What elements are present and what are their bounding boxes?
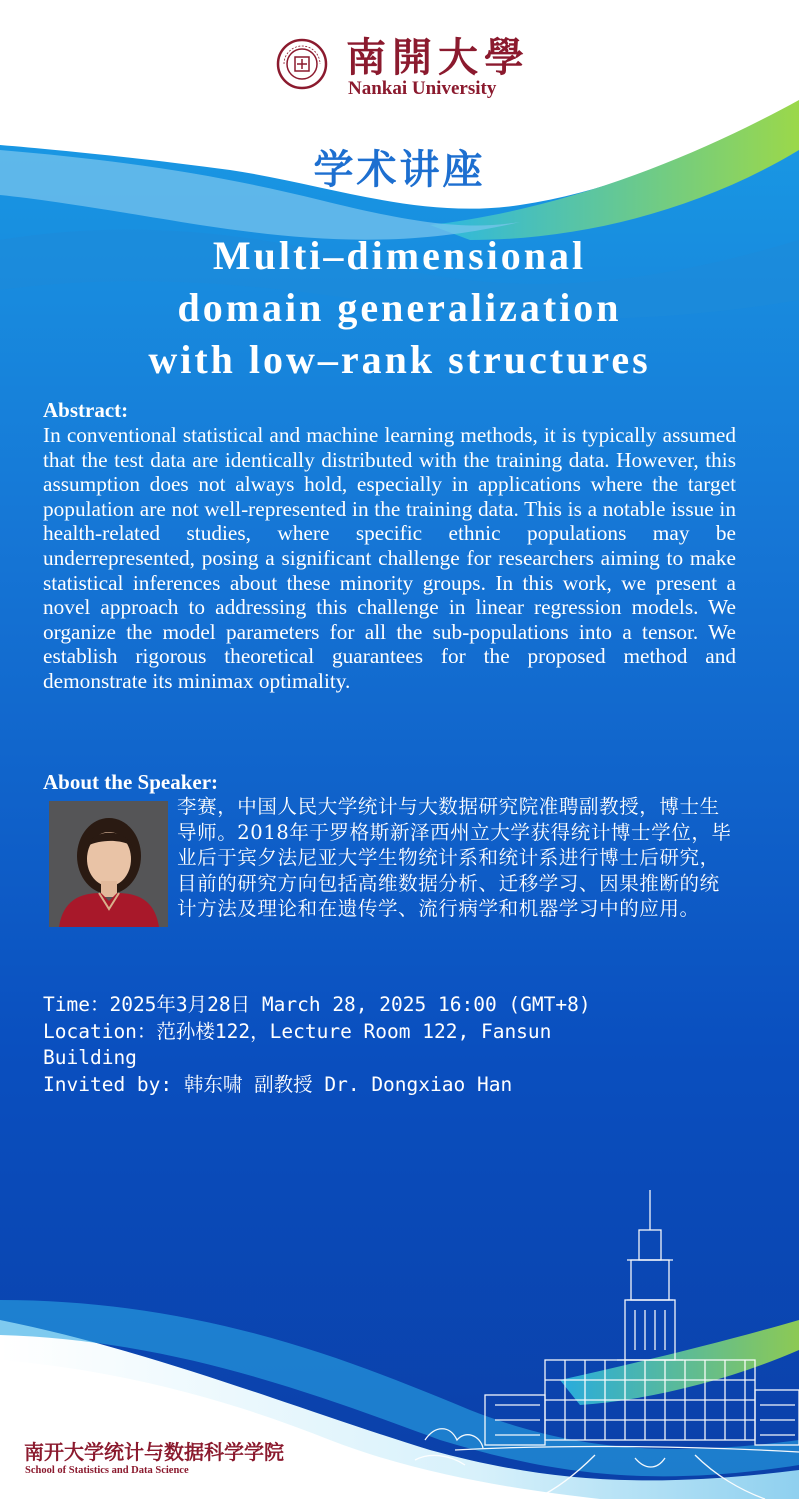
university-seal-icon	[276, 38, 328, 90]
event-location-cont: Building	[43, 1046, 137, 1069]
university-name-en: Nankai University	[348, 78, 497, 99]
event-time: Time：2025年3月28日 March 28, 2025 16:00 (GMT+8)	[43, 993, 591, 1016]
talk-title-line: Multi–dimensional	[212, 233, 587, 278]
event-location: Location：范孙楼122，Lecture Room 122, Fansun	[43, 1019, 552, 1043]
university-logo	[276, 22, 536, 100]
speaker-heading: About the Speaker:	[43, 770, 219, 794]
school-name-cn: 南开大学统计与数据科学学院	[24, 1440, 284, 1464]
school-name-en: School of Statistics and Data Science	[25, 1465, 189, 1476]
event-details	[43, 992, 743, 1098]
lecture-heading: 学术讲座	[313, 146, 486, 193]
event-host: Invited by: 韩东啸 副教授 Dr. Dongxiao Han	[43, 1072, 513, 1096]
abstract-body: In conventional statistical and machine learning methods, it is typically assumed that the test data are identically distributed with the training data. However, this assumption does not always hold, especially in applications where the target population are not well-represented in the training data. This is a notable issue in health-related studies, where specific ethnic populations may be underrepresented, posing a significant challenge for researchers aiming to make statistical inferences about these minority groups. In this work, we present a novel approach to addressing this challenge in linear regression models. We organize the model parameters for all the sub-populations into a tensor. We establish rigorous theoretical guarantees for the proposed method and demonstrate its minimax optimality.	[43, 423, 736, 693]
abstract-heading: Abstract:	[43, 398, 129, 422]
campus-building-illustration	[395, 1190, 799, 1499]
speaker-photo	[49, 801, 168, 927]
talk-title-line: with low–rank structures	[148, 337, 651, 382]
talk-title	[0, 230, 799, 386]
talk-title-line: domain generalization	[177, 285, 622, 330]
university-name-cn: 南開大學	[346, 34, 530, 81]
speaker-bio: 李赛，中国人民大学统计与大数据研究院准聘副教授，博士生导师。2018年于罗格斯新泽西州立大学获得统计博士学位，毕业后于宾夕法尼亚大学生物统计系和统计系进行博士后研究，目前的研究方向包括高维数据分析、迁移学习、因果推断的统计方法及理论和在遗传学、流行病学和机器学习中的应用。	[177, 795, 732, 920]
